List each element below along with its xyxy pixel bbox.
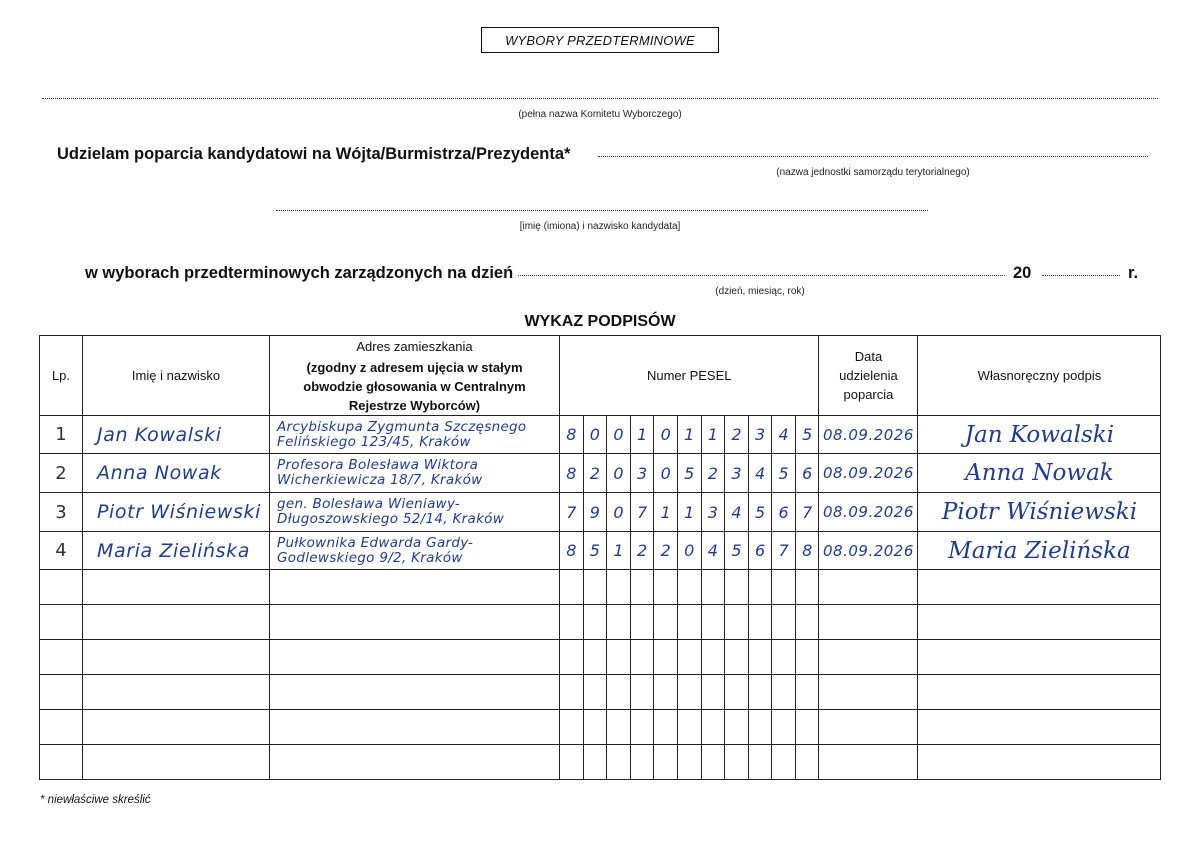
empty-cell: [725, 675, 749, 710]
signature-list-title: WYKAZ PODPISÓW: [524, 313, 676, 330]
empty-cell: [795, 675, 819, 710]
empty-cell: [40, 640, 83, 675]
empty-cell: [607, 710, 631, 745]
candidate-name-field: [276, 210, 928, 211]
pesel-digit: 5: [795, 416, 819, 454]
address-line-2: Wicherkiewicza 18/7, Kraków: [277, 472, 483, 488]
empty-cell: [819, 710, 918, 745]
empty-cell: [918, 745, 1161, 780]
pesel-digit: 4: [748, 454, 772, 493]
support-statement: Udzielam poparcia kandydatowi na Wójta/Burmistrza/Prezydenta*: [57, 145, 571, 163]
handwritten-signature: Piotr Wiśniewski: [918, 493, 1161, 532]
empty-cell: [748, 605, 772, 640]
empty-cell: [583, 710, 607, 745]
empty-table-row: [40, 675, 1161, 710]
empty-cell: [83, 745, 270, 780]
unit-name-field: [598, 156, 1148, 157]
address-line-1: gen. Bolesława Wieniawy-: [277, 496, 460, 512]
empty-cell: [748, 640, 772, 675]
empty-cell: [725, 710, 749, 745]
empty-cell: [630, 710, 654, 745]
pesel-digit: 1: [607, 532, 631, 570]
support-date: 08.09.2026: [819, 416, 918, 454]
pesel-digit: 7: [795, 493, 819, 532]
table-row: [40, 532, 1161, 570]
empty-cell: [83, 605, 270, 640]
pesel-digit: 9: [583, 493, 607, 532]
empty-cell: [583, 570, 607, 605]
pesel-digit: 2: [701, 454, 725, 493]
empty-cell: [270, 710, 560, 745]
header-lp: Lp.: [40, 336, 83, 416]
empty-table-row: [40, 605, 1161, 640]
pesel-digit: 4: [772, 416, 796, 454]
year-prefix: 20: [1013, 264, 1032, 282]
support-date: 08.09.2026: [819, 532, 918, 570]
election-date-statement: w wyborach przedterminowych zarządzonych na dzień: [85, 264, 514, 282]
row-number: 2: [40, 454, 83, 493]
pesel-digit: 2: [630, 532, 654, 570]
pesel-digit: 1: [677, 416, 701, 454]
empty-cell: [701, 745, 725, 780]
empty-cell: [40, 745, 83, 780]
empty-cell: [819, 605, 918, 640]
voter-address: [270, 532, 560, 570]
empty-cell: [772, 745, 796, 780]
election-date-field: [518, 275, 1005, 276]
header-address: [270, 336, 560, 416]
pesel-digit: 8: [560, 416, 584, 454]
empty-cell: [40, 710, 83, 745]
empty-cell: [83, 640, 270, 675]
header-signature: Własnoręczny podpis: [918, 336, 1161, 416]
pesel-digit: 5: [583, 532, 607, 570]
empty-cell: [630, 640, 654, 675]
signature-table: [39, 335, 1161, 780]
empty-cell: [583, 675, 607, 710]
empty-cell: [677, 710, 701, 745]
pesel-digit: 6: [748, 532, 772, 570]
handwritten-signature: Anna Nowak: [918, 454, 1161, 493]
empty-table-row: [40, 640, 1161, 675]
empty-cell: [654, 745, 678, 780]
empty-cell: [270, 605, 560, 640]
pesel-digit: 6: [795, 454, 819, 493]
pesel-digit: 7: [772, 532, 796, 570]
empty-cell: [795, 640, 819, 675]
voter-address: [270, 454, 560, 493]
row-number: 1: [40, 416, 83, 454]
empty-cell: [701, 640, 725, 675]
address-line-2: Godlewskiego 9/2, Kraków: [277, 549, 463, 566]
unit-name-caption: (nazwa jednostki samorządu terytorialnego): [776, 167, 970, 178]
table-row: [40, 454, 1161, 493]
header-date: Data udzielenia poparcia: [819, 336, 918, 416]
empty-cell: [677, 570, 701, 605]
pesel-digit: 2: [654, 532, 678, 570]
row-number: 4: [40, 532, 83, 570]
pesel-digit: 1: [701, 416, 725, 454]
empty-cell: [560, 570, 584, 605]
empty-cell: [918, 570, 1161, 605]
empty-cell: [918, 605, 1161, 640]
empty-cell: [630, 675, 654, 710]
address-line-1: Arcybiskupa Zygmunta Szczęsnego: [277, 418, 527, 435]
voter-name: Piotr Wiśniewski: [83, 493, 270, 532]
year-field: [1042, 275, 1120, 276]
pesel-digit: 1: [654, 493, 678, 532]
empty-cell: [748, 570, 772, 605]
year-suffix: r.: [1128, 264, 1139, 282]
empty-cell: [748, 675, 772, 710]
empty-cell: [795, 605, 819, 640]
pesel-digit: 5: [748, 493, 772, 532]
empty-cell: [725, 745, 749, 780]
empty-cell: [607, 675, 631, 710]
handwritten-signature: Jan Kowalski: [918, 416, 1161, 454]
empty-cell: [701, 570, 725, 605]
address-line-1: Pułkownika Edwarda Gardy-: [277, 534, 474, 551]
empty-cell: [560, 640, 584, 675]
voter-name: Anna Nowak: [83, 454, 270, 493]
table-row: [40, 416, 1161, 454]
empty-cell: [607, 640, 631, 675]
address-line-2: Długoszowskiego 52/14, Kraków: [277, 511, 505, 527]
empty-cell: [701, 675, 725, 710]
empty-cell: [772, 675, 796, 710]
empty-cell: [83, 570, 270, 605]
empty-cell: [677, 605, 701, 640]
footnote: * niewłaściwe skreślić: [40, 794, 151, 806]
pesel-digit: 2: [725, 416, 749, 454]
empty-cell: [583, 605, 607, 640]
committee-name-field: [42, 98, 1158, 99]
empty-cell: [772, 605, 796, 640]
header-name: Imię i nazwisko: [83, 336, 270, 416]
pesel-digit: 3: [725, 454, 749, 493]
empty-cell: [560, 605, 584, 640]
empty-cell: [40, 570, 83, 605]
pesel-digit: 0: [654, 454, 678, 493]
pesel-digit: 5: [725, 532, 749, 570]
voter-address: [270, 416, 560, 454]
election-date-caption: (dzień, miesiąc, rok): [715, 286, 805, 297]
empty-cell: [607, 605, 631, 640]
empty-cell: [607, 570, 631, 605]
voter-name: Maria Zielińska: [83, 532, 270, 570]
empty-cell: [654, 710, 678, 745]
empty-cell: [677, 640, 701, 675]
empty-cell: [607, 745, 631, 780]
pesel-digit: 3: [748, 416, 772, 454]
empty-cell: [583, 745, 607, 780]
empty-cell: [772, 570, 796, 605]
pesel-digit: 8: [560, 454, 584, 493]
pesel-digit: 8: [795, 532, 819, 570]
address-line-1: Profesora Bolesława Wiktora: [277, 457, 479, 473]
pesel-digit: 0: [677, 532, 701, 570]
empty-cell: [819, 745, 918, 780]
empty-cell: [654, 570, 678, 605]
empty-table-row: [40, 570, 1161, 605]
empty-cell: [270, 745, 560, 780]
empty-cell: [918, 640, 1161, 675]
header-pesel: Numer PESEL: [560, 336, 819, 416]
empty-cell: [40, 675, 83, 710]
pesel-digit: 1: [630, 416, 654, 454]
empty-cell: [630, 745, 654, 780]
empty-cell: [725, 605, 749, 640]
empty-cell: [560, 710, 584, 745]
empty-cell: [83, 710, 270, 745]
voter-address: [270, 493, 560, 532]
voter-name: Jan Kowalski: [83, 416, 270, 454]
empty-cell: [83, 675, 270, 710]
empty-cell: [677, 745, 701, 780]
support-date: 08.09.2026: [819, 454, 918, 493]
pesel-digit: 3: [630, 454, 654, 493]
pesel-digit: 0: [583, 416, 607, 454]
empty-cell: [677, 675, 701, 710]
pesel-digit: 5: [677, 454, 701, 493]
empty-cell: [701, 605, 725, 640]
empty-cell: [819, 640, 918, 675]
empty-cell: [630, 570, 654, 605]
committee-name-caption: (pełna nazwa Komitetu Wyborczego): [518, 109, 682, 120]
handwritten-signature: Maria Zielińska: [918, 532, 1161, 570]
empty-cell: [270, 675, 560, 710]
empty-cell: [560, 745, 584, 780]
row-number: 3: [40, 493, 83, 532]
empty-cell: [918, 675, 1161, 710]
empty-cell: [795, 570, 819, 605]
empty-cell: [918, 710, 1161, 745]
pesel-digit: 8: [560, 532, 584, 570]
empty-cell: [748, 710, 772, 745]
pesel-digit: 5: [772, 454, 796, 493]
empty-cell: [654, 640, 678, 675]
pesel-digit: 7: [560, 493, 584, 532]
empty-table-row: [40, 745, 1161, 780]
pesel-digit: 4: [725, 493, 749, 532]
address-line-2: Felińskiego 123/45, Kraków: [277, 433, 471, 450]
empty-table-row: [40, 710, 1161, 745]
empty-cell: [270, 640, 560, 675]
empty-cell: [725, 570, 749, 605]
pesel-digit: 3: [701, 493, 725, 532]
empty-cell: [583, 640, 607, 675]
candidate-name-caption: [imię (imiona) i nazwisko kandydata]: [519, 221, 681, 232]
empty-cell: [819, 675, 918, 710]
empty-cell: [725, 640, 749, 675]
election-type-title: WYBORY PRZEDTERMINOWE: [481, 27, 719, 53]
empty-cell: [560, 675, 584, 710]
empty-cell: [748, 745, 772, 780]
pesel-digit: 7: [630, 493, 654, 532]
pesel-digit: 1: [677, 493, 701, 532]
header-address-note: (zgodny z adresem ujęcia w stałym obwodzie głosowania w Centralnym Rejestrze Wyborców): [303, 359, 526, 413]
empty-cell: [40, 605, 83, 640]
pesel-digit: 0: [607, 493, 631, 532]
empty-cell: [795, 710, 819, 745]
table-row: [40, 493, 1161, 532]
empty-cell: [701, 710, 725, 745]
empty-cell: [795, 745, 819, 780]
empty-cell: [772, 710, 796, 745]
pesel-digit: 4: [701, 532, 725, 570]
empty-cell: [630, 605, 654, 640]
empty-cell: [654, 605, 678, 640]
support-date: 08.09.2026: [819, 493, 918, 532]
pesel-digit: 6: [772, 493, 796, 532]
empty-cell: [270, 570, 560, 605]
empty-cell: [819, 570, 918, 605]
empty-cell: [772, 640, 796, 675]
pesel-digit: 2: [583, 454, 607, 493]
pesel-digit: 0: [607, 416, 631, 454]
pesel-digit: 0: [607, 454, 631, 493]
empty-cell: [654, 675, 678, 710]
header-address-title: Adres zamieszkania: [356, 338, 473, 354]
pesel-digit: 0: [654, 416, 678, 454]
